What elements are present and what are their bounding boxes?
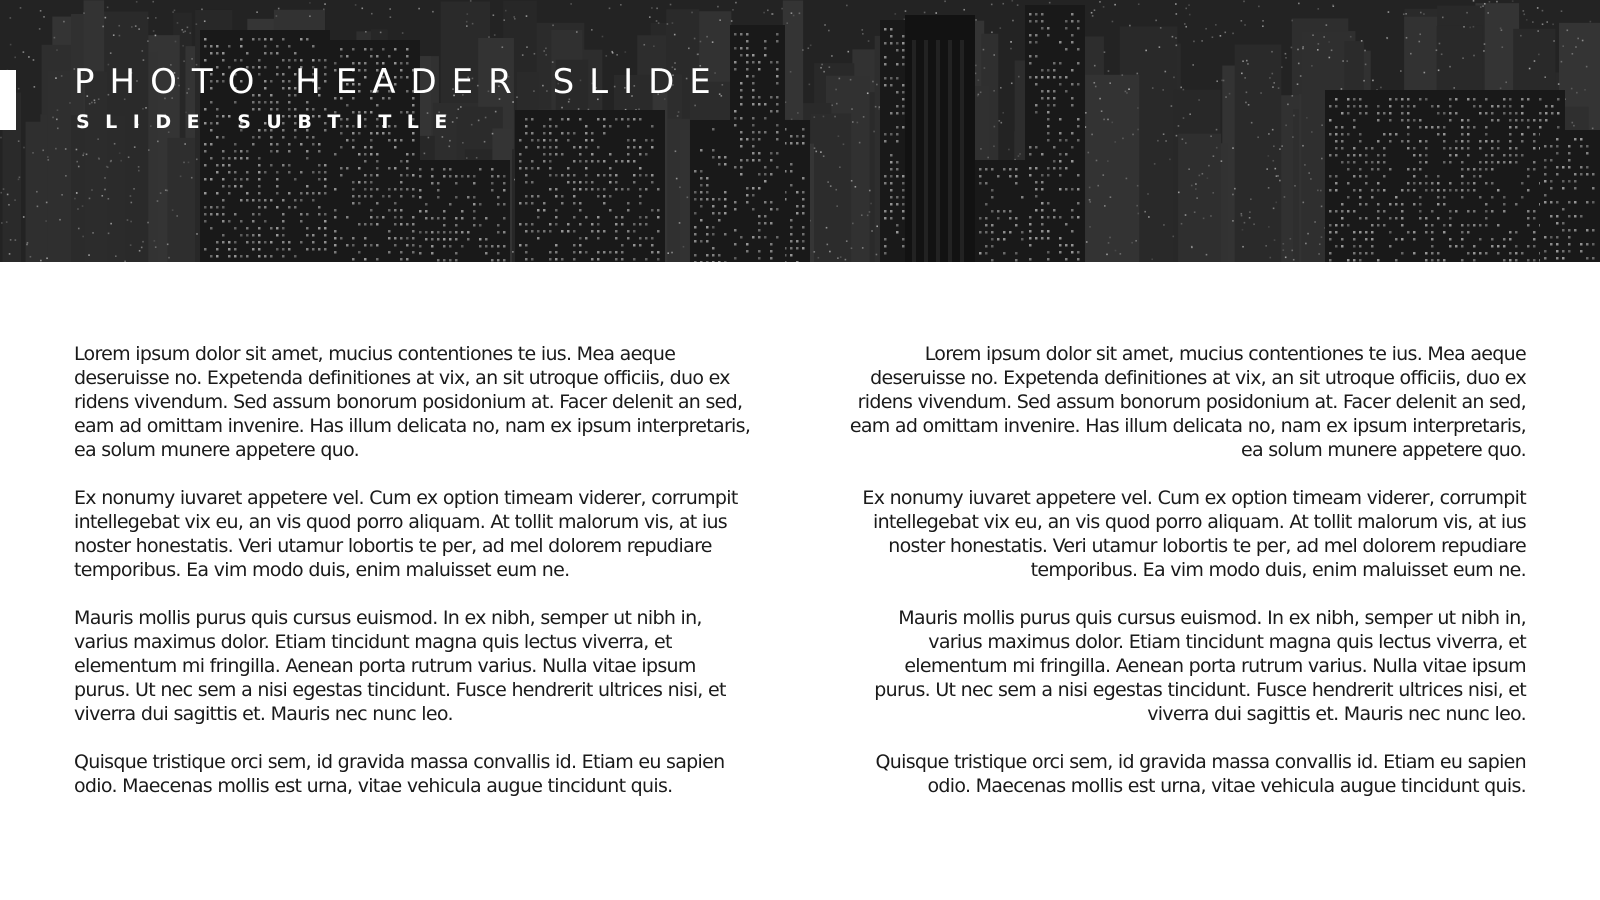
right-paragraph-4: Quisque tristique orci sem, id gravida massa convallis id. Etiam eu sapien odio. Maecenas mollis est urna, vitae vehicula augue tincidunt quis. (875, 751, 1526, 797)
right-paragraph-1: Lorem ipsum dolor sit amet, mucius contentiones te ius. Mea aeque deseruisse no. Expetenda definitiones at vix, an sit utroque officiis, duo ex ridens vivendum. Sed assum bonorum posidonium at. Facer delenit an sed, eam ad omittam invenire. Has illum delicata no, nam ex ipsum interpretaris, ea solum munere appetere quo. (849, 343, 1526, 461)
left-paragraph-4: Quisque tristique orci sem, id gravida massa convallis id. Etiam eu sapien odio. Maecenas mollis est urna, vitae vehicula augue tincidunt quis. (74, 751, 725, 797)
left-paragraph-3: Mauris mollis purus quis cursus euismod. In ex nibh, semper ut nibh in, varius maximus dolor. Etiam tincidunt magna quis lectus viverra, et elementum mi fringilla. Aenean porta rutrum varius. Nulla vitae ipsum purus. Ut nec sem a nisi egestas tincidunt. Fusce hendrerit ultrices nisi, et viverra dui sagittis et. Mauris nec nunc leo. (74, 607, 726, 725)
left-paragraph-1: Lorem ipsum dolor sit amet, mucius contentiones te ius. Mea aeque deseruisse no. Expetenda definitiones at vix, an sit utroque officiis, duo ex ridens vivendum. Sed assum bonorum posidonium at. Facer delenit an sed, eam ad omittam invenire. Has illum delicata no, nam ex ipsum interpretaris, ea solum munere appetere quo. (74, 343, 751, 461)
slide-subtitle: SLIDE SUBTITLE (76, 111, 463, 133)
left-paragraph-2: Ex nonumy iuvaret appetere vel. Cum ex option timeam viderer, corrumpit intellegebat vix eu, an vis quod porro aliquam. At tollit malorum vis, at ius noster honestatis. Veri utamur lobortis te per, ad mel dolorem repudiare temporibus. Ea vim modo duis, enim maluisset eum ne. (74, 487, 738, 581)
slide-title: PHOTO HEADER SLIDE (74, 62, 726, 102)
right-text-column (846, 342, 1526, 822)
left-text-column (74, 342, 754, 822)
header-photo (0, 0, 1600, 262)
right-paragraph-2: Ex nonumy iuvaret appetere vel. Cum ex option timeam viderer, corrumpit intellegebat vix eu, an vis quod porro aliquam. At tollit malorum vis, at ius noster honestatis. Veri utamur lobortis te per, ad mel dolorem repudiare temporibus. Ea vim modo duis, enim maluisset eum ne. (862, 487, 1526, 581)
title-accent-bar (0, 70, 16, 130)
right-paragraph-3: Mauris mollis purus quis cursus euismod. In ex nibh, semper ut nibh in, varius maximus dolor. Etiam tincidunt magna quis lectus viverra, et elementum mi fringilla. Aenean porta rutrum varius. Nulla vitae ipsum purus. Ut nec sem a nisi egestas tincidunt. Fusce hendrerit ultrices nisi, et viverra dui sagittis et. Mauris nec nunc leo. (874, 607, 1526, 725)
